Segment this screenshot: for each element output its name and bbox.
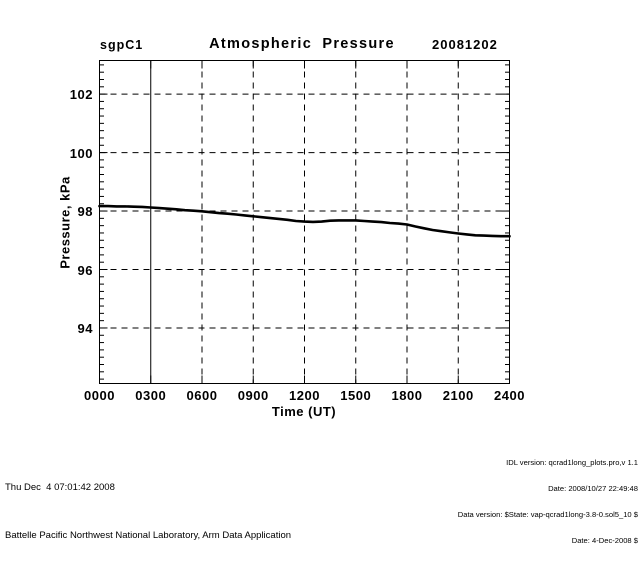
footer-version-block bbox=[458, 442, 638, 562]
idl-version-date-line: Date: 2008/10/27 22:49:48 bbox=[548, 483, 638, 493]
chart-title: Atmospheric Pressure bbox=[209, 36, 395, 52]
data-version-date-line: Date: 4-Dec-2008 $ bbox=[571, 535, 638, 545]
site-facility-label: sgpC1 bbox=[100, 38, 144, 52]
x-tick-label: 1200 bbox=[289, 388, 320, 403]
y-axis-title: Pressure, kPa bbox=[57, 176, 73, 269]
pressure-chart-plot-area bbox=[99, 60, 510, 384]
x-tick-label: 2400 bbox=[494, 388, 525, 403]
pressure-data-line bbox=[100, 206, 510, 236]
x-tick-label: 0900 bbox=[237, 388, 269, 403]
idl-version-line: IDL version: qcrad1long_plots.pro,v 1.1 bbox=[506, 458, 638, 468]
x-tick-label: 2100 bbox=[442, 388, 474, 403]
x-tick-label: 0600 bbox=[186, 388, 218, 403]
x-tick-label: 1800 bbox=[391, 388, 423, 403]
y-tick-label: 102 bbox=[69, 87, 93, 103]
y-tick-label: 98 bbox=[77, 204, 93, 220]
data-version-line: Data version: $State: vap-qcrad1long-3.8-0.sol5_10 $ bbox=[457, 509, 638, 519]
generation-timestamp: Thu Dec 4 07:01:42 2008 bbox=[5, 482, 115, 493]
laboratory-credit: Battelle Pacific Northwest National Laboratory, Arm Data Application bbox=[5, 530, 292, 541]
y-tick-label: 96 bbox=[77, 262, 93, 278]
x-tick-label: 0300 bbox=[135, 388, 167, 403]
data-date-label: 20081202 bbox=[432, 37, 498, 52]
y-tick-label: 94 bbox=[77, 320, 93, 336]
x-axis-title: Time (UT) bbox=[271, 404, 337, 419]
x-tick-label: 1500 bbox=[340, 388, 372, 403]
footer-timestamp-block bbox=[5, 448, 291, 576]
x-tick-label: 0000 bbox=[84, 388, 115, 403]
y-tick-label: 100 bbox=[69, 145, 93, 161]
